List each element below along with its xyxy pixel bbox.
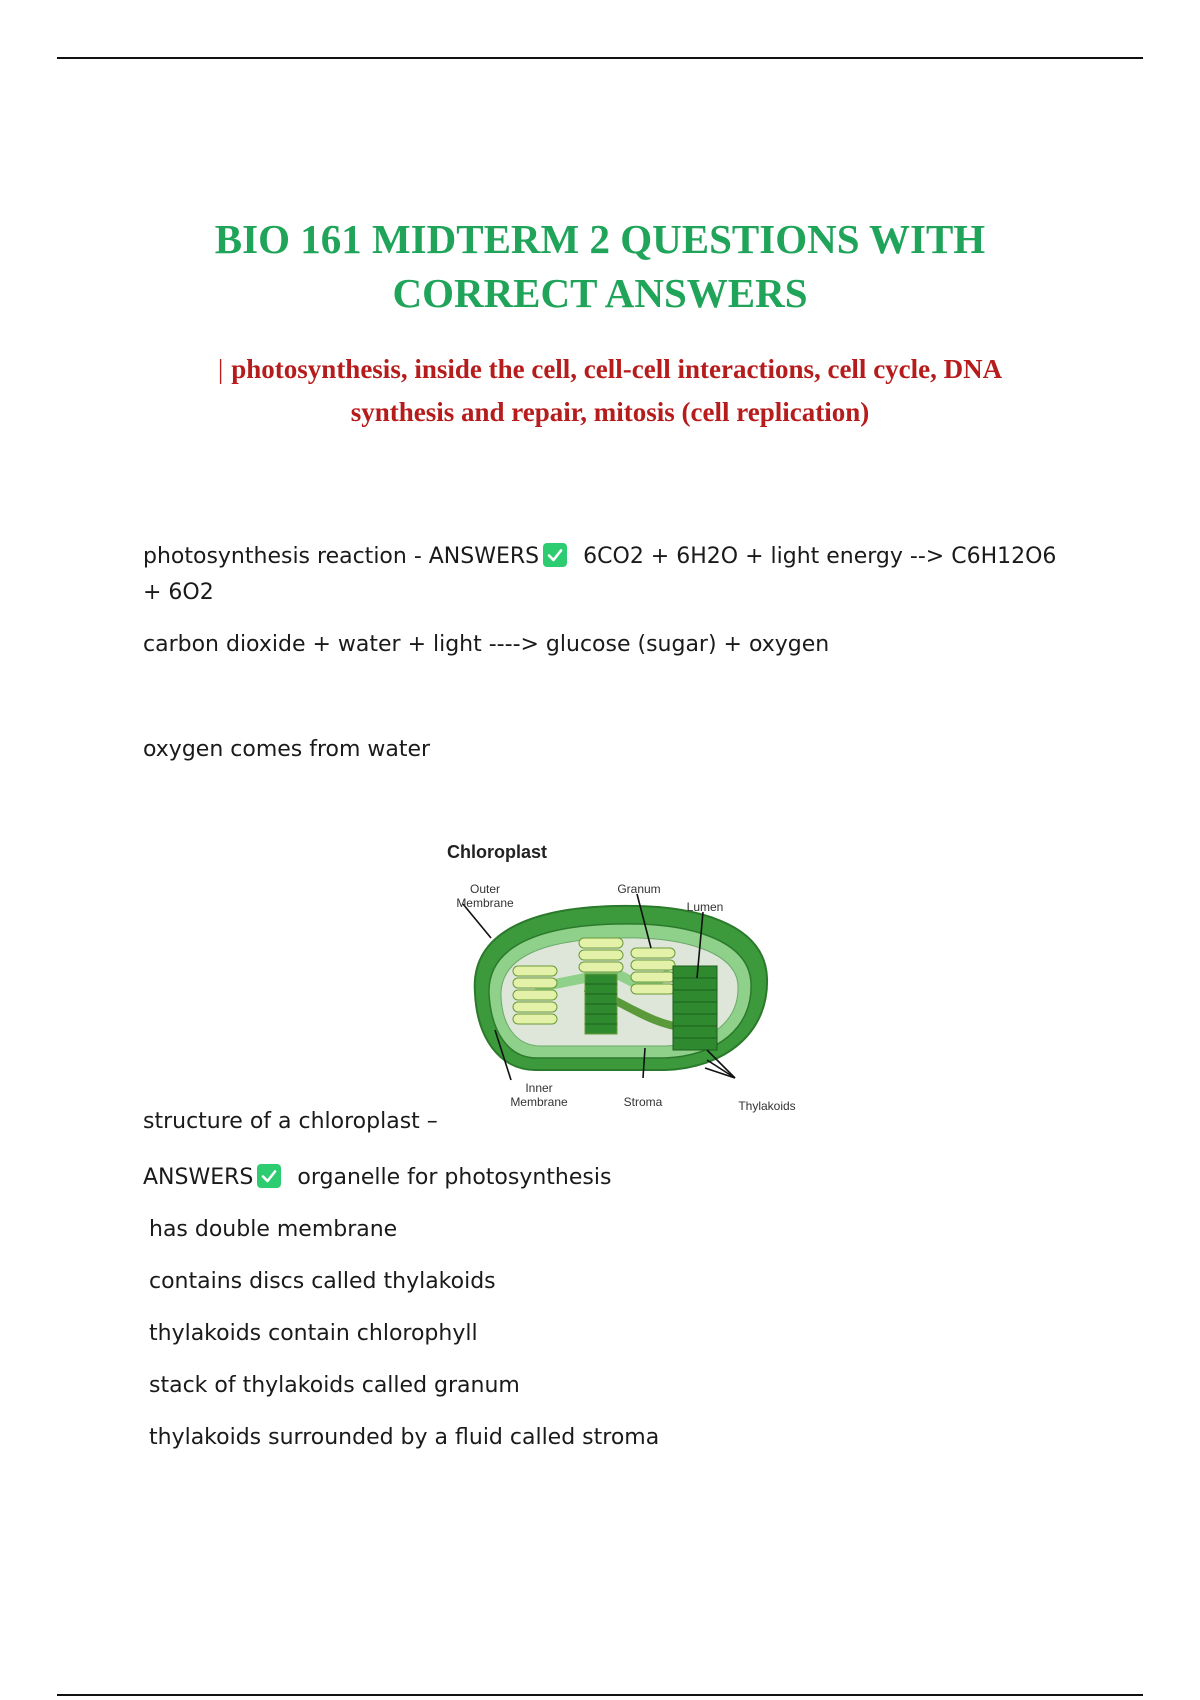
question-1-prefix: photosynthesis reaction - ANSWERS [143,544,540,569]
answer-point: stack of thylakoids called granum [149,1373,520,1398]
label-inner-membrane-1: Inner [525,1081,553,1095]
label-outer-membrane-2: Membrane [456,896,514,910]
question-1-line-3: oxygen comes from water [143,737,431,762]
question-2-prefix: structure of a chloroplast – [143,1109,438,1134]
top-rule [57,57,1143,59]
answer-point: thylakoids contain chlorophyll [149,1321,478,1346]
answer-point: has double membrane [149,1217,398,1242]
question-1-answer: 6CO2 + 6H2O + light energy --> C6H12O6 [583,544,1057,569]
granum-stack-4 [673,966,717,1050]
subtitle-line-2: synthesis and repair, mitosis (cell replication) [350,397,870,427]
title-line-2: CORRECT ANSWERS [392,270,808,316]
check-box-icon [257,1164,281,1188]
check-box-icon [543,543,567,567]
answer-point: thylakoids surrounded by a fluid called stroma [149,1425,660,1450]
document-subtitle [140,348,1080,434]
granum-stack-2 [579,938,623,1034]
label-lumen: Lumen [686,900,724,914]
question-2-answers-label: ANSWERS [143,1165,254,1190]
subtitle-bar: | [217,354,224,384]
question-1-answer-cont: + 6O2 [143,580,214,605]
question-2-answer-line [143,1160,611,1196]
answer-point: contains discs called thylakoids [149,1269,496,1294]
label-granum: Granum [617,882,661,896]
question-2-answer: organelle for photosynthesis [297,1165,612,1190]
label-inner-membrane-2: Membrane [510,1095,568,1109]
label-outer-membrane-1: Outer [469,882,501,896]
diagram-title: Chloroplast [447,842,548,862]
granum-stack-1 [513,966,557,1024]
chloroplast-diagram [445,838,825,1123]
question-1 [143,539,1056,575]
bottom-rule [57,1694,1143,1696]
subtitle-line-1: photosynthesis, inside the cell, cell-cell interactions, cell cycle, DNA [231,354,1003,384]
document-title [0,212,1200,320]
label-stroma: Stroma [623,1095,663,1109]
title-line-1: BIO 161 MIDTERM 2 QUESTIONS WITH [214,216,986,262]
question-1-line-2: carbon dioxide + water + light ----> glucose (sugar) + oxygen [143,632,830,657]
label-thylakoids: Thylakoids [738,1099,796,1113]
